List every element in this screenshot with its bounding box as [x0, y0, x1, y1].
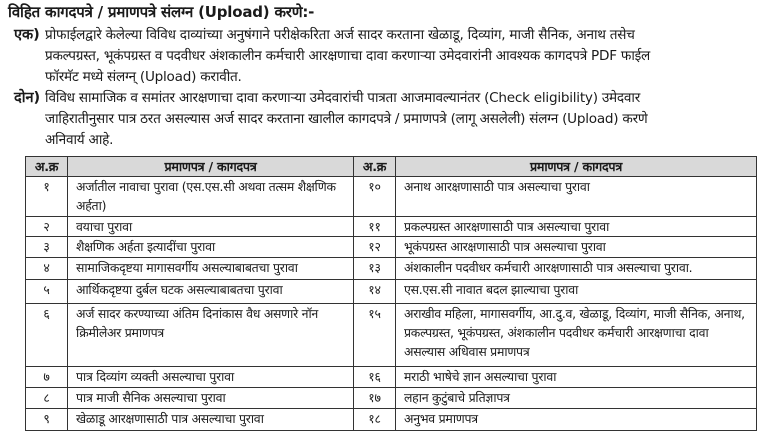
table-row — [26, 409, 757, 431]
serial-no: १ — [26, 177, 68, 217]
document-name: अनुभव प्रमाणपत्र — [396, 409, 757, 431]
serial-no: ४ — [26, 258, 68, 280]
serial-no: ३ — [26, 237, 68, 258]
serial-no: ११ — [354, 217, 396, 237]
document-name: अर्ज सादर करण्याच्या अंतिम दिनांकास वैध असणारे नॉन क्रिमीलेअर प्रमाणपत्र — [68, 304, 354, 367]
paragraph-marker: दोन) — [14, 90, 41, 106]
serial-no: ५ — [26, 280, 68, 304]
serial-no: १७ — [354, 388, 396, 409]
document-name: शैक्षणिक अर्हता इत्यादींचा पुरावा — [68, 237, 354, 258]
serial-no: १४ — [354, 280, 396, 304]
document-name: पात्र दिव्यांग व्यक्ती असल्याचा पुरावा — [68, 367, 354, 388]
documents-table — [25, 156, 757, 431]
serial-no: ८ — [26, 388, 68, 409]
serial-no: १२ — [354, 237, 396, 258]
table-header-row — [26, 157, 757, 177]
document-name: लहान कुटुंबाचे प्रतिज्ञापत्र — [396, 388, 757, 409]
paragraph-line: जाहिरातीनुसार पात्र ठरत असल्यास अर्ज सादर करताना खालील कागदपत्रे / प्रमाणपत्रे (लागू असलेली) संलग्न (Upload) करणे — [45, 111, 648, 127]
table-row — [26, 258, 757, 280]
document-name: खेळाडू आरक्षणासाठी पात्र असल्याचा पुरावा — [68, 409, 354, 431]
serial-no: १३ — [354, 258, 396, 280]
document-name: सामाजिकदृष्टया मागासवर्गीय असल्याबाबतचा पुरावा — [68, 258, 354, 280]
table-row — [26, 217, 757, 237]
paragraph-line: फॉरमॅट मध्ये संलग्न् (Upload) करावीत. — [45, 69, 242, 85]
serial-no: ९ — [26, 409, 68, 431]
paragraph-line: विविध सामाजिक व समांतर आरक्षणाचा दावा करणाऱ्या उमेदवारांची पात्रता आजमावल्यानंतर (Check eligibility) उमेदवार — [45, 90, 641, 106]
header-serial-no-left: अ.क्र — [26, 157, 68, 177]
table-row — [26, 177, 757, 217]
serial-no: १० — [354, 177, 396, 217]
serial-no: १८ — [354, 409, 396, 431]
header-document-left: प्रमाणपत्र / कागदपत्र — [68, 157, 354, 177]
document-name: भूकंपग्रस्त आरक्षणासाठी पात्र असल्याचा पुरावा — [396, 237, 757, 258]
paragraph-line: प्रकल्पग्रस्त, भूकंपग्रस्त व पदवीधर अंशकालीन कर्मचारी आरक्षणाचा दावा करणाऱ्या उमेदवारांनी आवश्यक कागदपत्रे PDF फाईल — [45, 48, 650, 64]
serial-no: २ — [26, 217, 68, 237]
serial-no: १५ — [354, 304, 396, 367]
document-name: मराठी भाषेचे ज्ञान असल्याचा पुरावा — [396, 367, 757, 388]
paragraph-line: अनिवार्य आहे. — [45, 132, 114, 148]
table-row — [26, 304, 757, 367]
document-name: प्रकल्पग्रस्त आरक्षणासाठी पात्र असल्याचा पुरावा — [396, 217, 757, 237]
header-serial-no-right: अ.क्र — [354, 157, 396, 177]
serial-no: ६ — [26, 304, 68, 367]
serial-no: ७ — [26, 367, 68, 388]
document-name: अंशकालीन पदवीधर कर्मचारी आरक्षणासाठी पात्र असल्याचा पुरावा. — [396, 258, 757, 280]
paragraph-marker: एक) — [14, 27, 40, 43]
document-name: अर्जातील नावाचा पुरावा (एस.एस.सी अथवा तत्सम शैक्षणिक अर्हता) — [68, 177, 354, 217]
table-row — [26, 237, 757, 258]
document-name: वयाचा पुरावा — [68, 217, 354, 237]
table-row — [26, 367, 757, 388]
document-name: अनाथ आरक्षणासाठी पात्र असल्याचा पुरावा — [396, 177, 757, 217]
paragraph-line: प्रोफाईलद्वारे केलेल्या विविध दाव्यांच्या अनुषंगाने परीक्षेकरिता अर्ज सादर करताना खेळाडू, दिव्यांग, माजी सैनिक, अनाथ तसेच — [45, 27, 635, 43]
document-name: पात्र माजी सैनिक असल्याचा पुरावा — [68, 388, 354, 409]
header-document-right: प्रमाणपत्र / कागदपत्र — [396, 157, 757, 177]
document-name: अराखीव महिला, मागासवर्गीय, आ.दु.व, खेळाडू, दिव्यांग, माजी सैनिक, अनाथ, प्रकल्पग्रस्त, भूकंपग्रस्त, अंशकालीन पदवीधर कर्मचारी आरक्षणाचा दावा असल्यास अधिवास प्रमाणपत्र — [396, 304, 757, 367]
section-heading: विहित कागदपत्रे / प्रमाणपत्रे संलग्न (Upload) करणे:- — [8, 3, 315, 21]
table-row — [26, 388, 757, 409]
table-row — [26, 280, 757, 304]
document-name: आर्थिकदृष्टया दुर्बल घटक असल्याबाबतचा पुरावा — [68, 280, 354, 304]
document-name: एस.एस.सी नावात बदल झाल्याचा पुरावा — [396, 280, 757, 304]
serial-no: १६ — [354, 367, 396, 388]
